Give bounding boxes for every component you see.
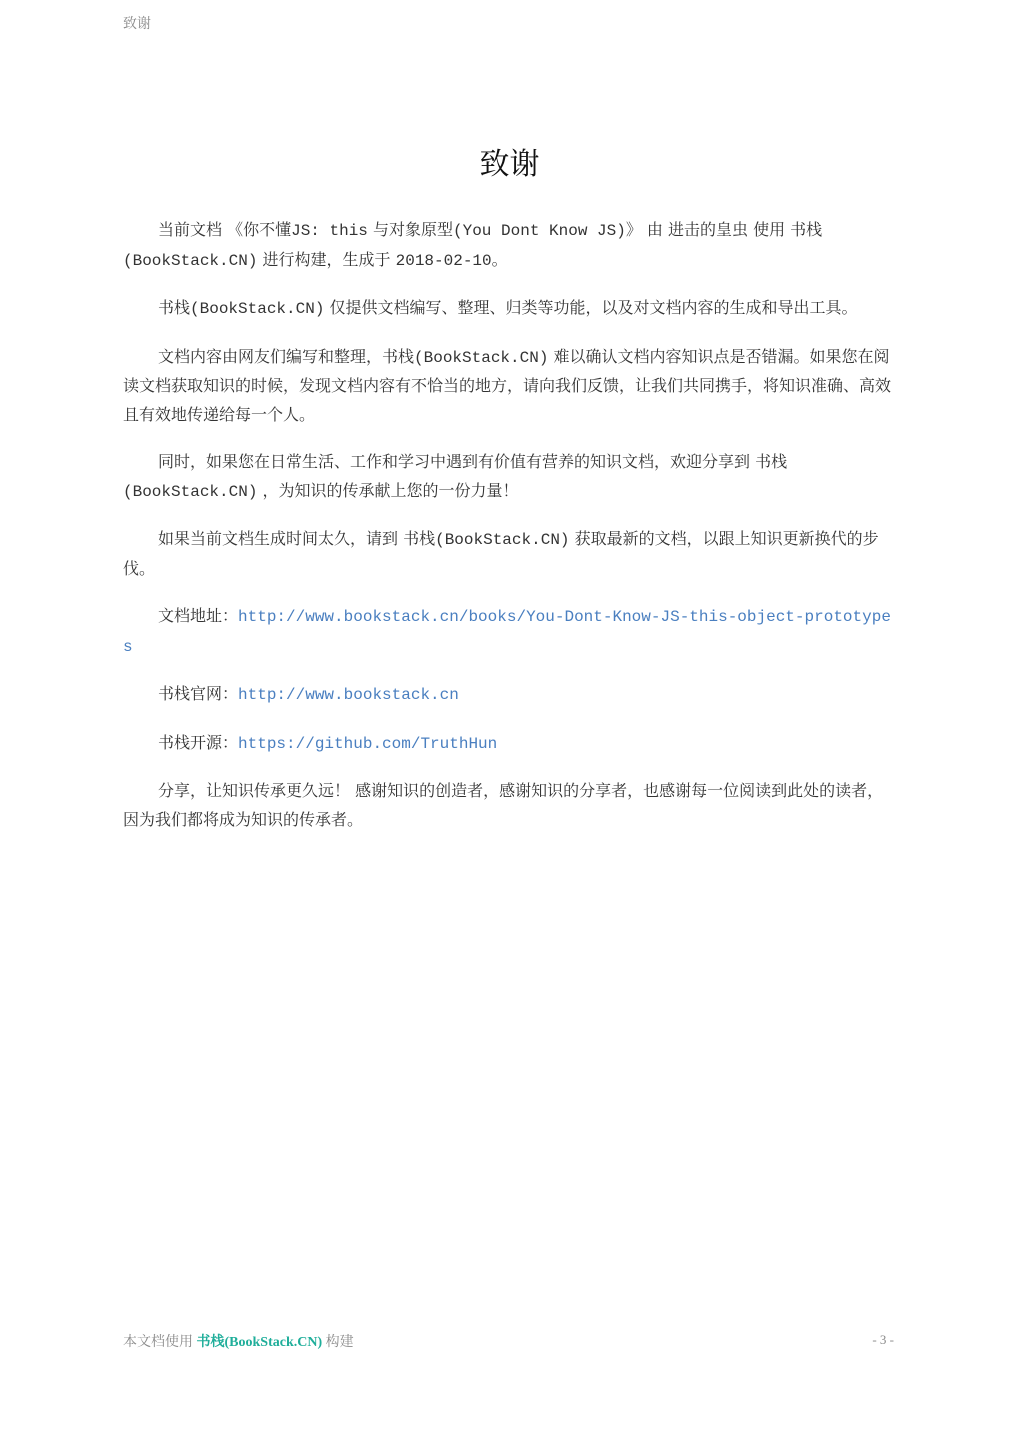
paragraph-official-site: [123, 680, 893, 710]
text-segment: (BookStack.CN): [435, 531, 570, 549]
open-source-link[interactable]: https://github.com/TruthHun: [238, 734, 498, 753]
text-segment: 如果当前文档生成时间太久，请到 书栈: [158, 529, 436, 548]
text-segment: (BookStack.CN): [123, 251, 258, 270]
text-segment: (BookStack.CN): [414, 348, 549, 367]
page-number: - 3 -: [872, 1332, 894, 1347]
doc-address-label: 文档地址：: [158, 606, 239, 625]
text-segment: 同时，如果您在日常生活、工作和学习中遇到有价值有营养的知识文档，欢迎分享到 书栈: [158, 452, 788, 471]
open-source-label: 书栈开源：: [158, 732, 239, 752]
paragraph-closing-thanks: 分享，让知识传承更久远！ 感谢知识的创造者，感谢知识的分享者，也感谢每一位阅读到此处的读者，因为我们都将成为知识的传承者。: [123, 781, 884, 829]
text-segment: ，为知识的传承献上您的一份力量！: [257, 480, 519, 500]
paragraph-doc-address: [123, 602, 893, 661]
paragraph-update-notice: [123, 525, 893, 583]
text-segment: JS: this: [291, 222, 368, 240]
build-date: 2018-02-10: [395, 251, 492, 270]
paragraph-build-info: [123, 216, 893, 275]
text-segment: (BookStack.CN): [123, 482, 258, 501]
text-segment: 进行构建，生成于: [257, 249, 396, 269]
official-site-label: 书栈官网：: [158, 684, 239, 703]
text-segment: 文档内容由网友们编写和整理，书栈: [158, 346, 415, 366]
text-segment: 书栈: [158, 298, 191, 317]
text-segment: (You Dont Know JS): [453, 222, 626, 240]
text-segment: 与对象原型: [367, 220, 453, 239]
footer-credit: [123, 1331, 354, 1351]
text-segment: 获取最新的文档，以跟上知识更新换代的步伐。: [123, 529, 879, 578]
document-body: [123, 216, 893, 853]
text-segment: (BookStack.CN): [190, 300, 325, 318]
text-segment: 。: [491, 249, 508, 269]
running-header: 致谢: [123, 16, 151, 32]
text-segment: 仅提供文档编写、整理、归类等功能，以及对文档内容的生成和导出工具。: [324, 298, 858, 317]
paragraph-platform-info: [123, 294, 893, 324]
paragraph-open-source: [123, 729, 893, 759]
footer-brand-link[interactable]: 书栈(BookStack.CN): [196, 1335, 323, 1350]
text-segment: 难以确认文档内容知识点是否错漏。如果您在阅读文档获取知识的时候，发现文档内容有不恰当的地方，请向我们反馈，让我们共同携手，将知识准确、高效且有效地传递给每一个人。: [123, 346, 892, 424]
text-segment: 》 由 进击的皇虫 使用 书栈: [625, 220, 823, 239]
footer-suffix: 构建: [322, 1335, 354, 1350]
page-title: 致谢: [479, 147, 540, 182]
paragraph-feedback: [123, 343, 893, 430]
text-segment: 当前文档 《你不懂: [158, 220, 292, 239]
doc-address-link[interactable]: http://www.bookstack.cn/books/You-Dont-Know-JS-this-object-prototypes: [123, 608, 891, 656]
paragraph-share-invite: [123, 448, 893, 506]
footer-prefix: 本文档使用: [123, 1335, 197, 1350]
official-site-link[interactable]: http://www.bookstack.cn: [238, 686, 459, 704]
